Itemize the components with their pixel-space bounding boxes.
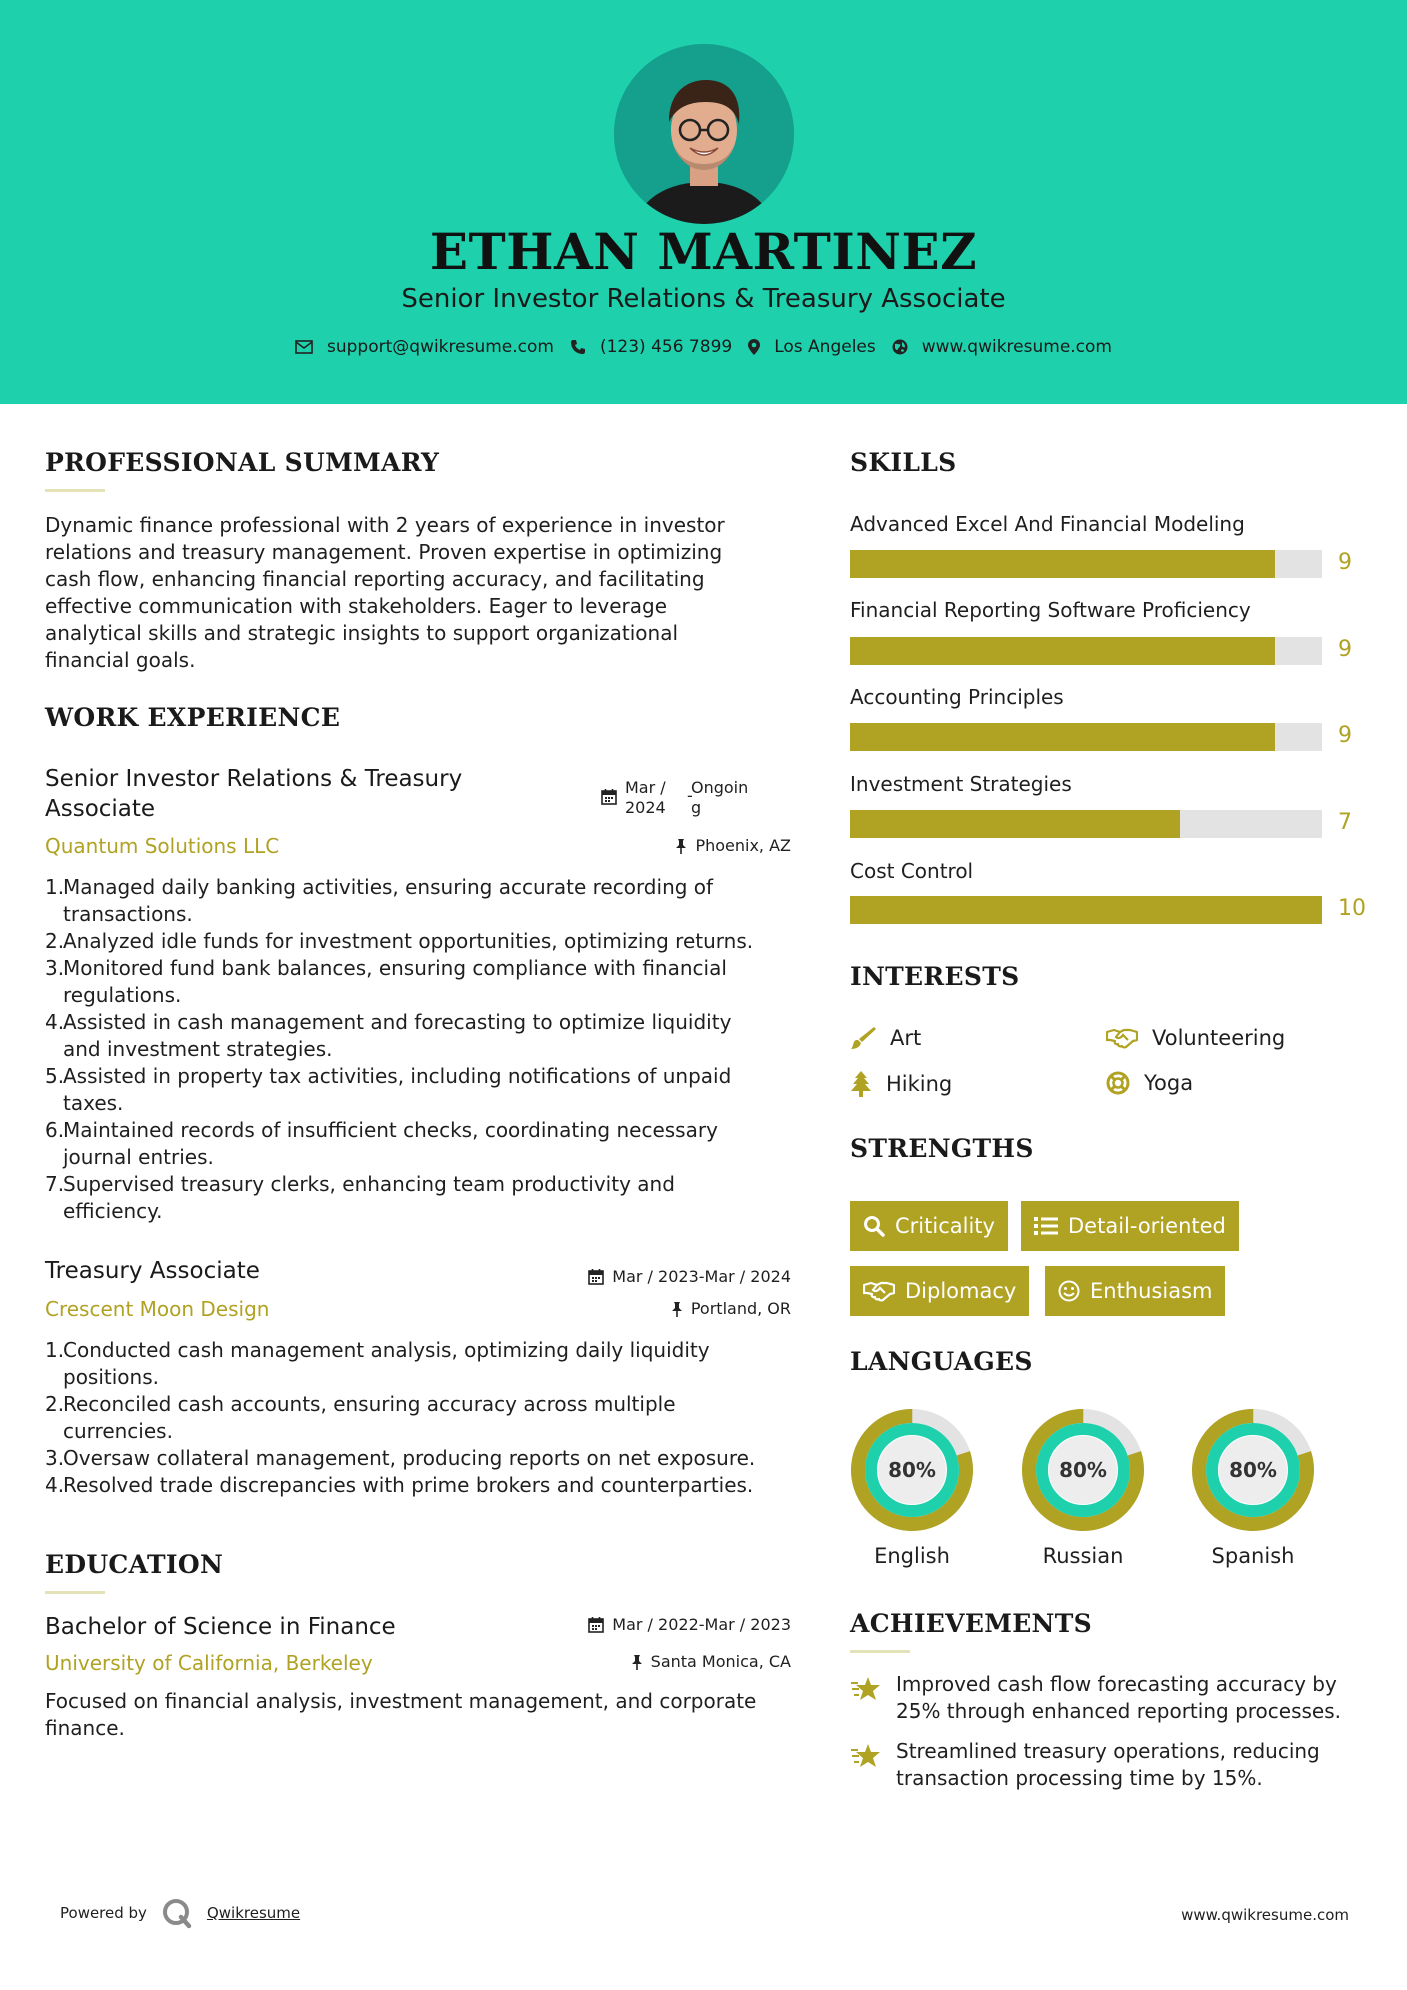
- powered-by-text: Powered by: [60, 1904, 147, 1922]
- list-item: [63, 1063, 805, 1117]
- achievement-line: transaction processing time by 15%.: [896, 1766, 1263, 1790]
- strength-label: Diplomacy: [905, 1279, 1017, 1303]
- skill-bar: [850, 637, 1322, 665]
- language-percent: 80%: [1229, 1458, 1277, 1482]
- description-line: Focused on financial analysis, investment management, and corporate: [45, 1689, 757, 1713]
- language-percent: 80%: [1059, 1458, 1107, 1482]
- interest-item: [1106, 1026, 1285, 1050]
- interest-label: Volunteering: [1152, 1026, 1286, 1050]
- skill-bar-fill: [850, 896, 1322, 924]
- achievement-item: [850, 1671, 1341, 1725]
- star-icon: [850, 1742, 882, 1770]
- skill-name: Financial Reporting Software Proficiency: [850, 598, 1251, 622]
- list-item: [63, 1472, 805, 1499]
- list-line: efficiency.: [63, 1199, 163, 1223]
- pushpin-icon: [675, 838, 687, 854]
- job-location: [675, 836, 791, 855]
- list-line: currencies.: [63, 1419, 173, 1443]
- description-line: finance.: [45, 1716, 125, 1740]
- language-name: Spanish: [1211, 1544, 1295, 1568]
- summary-line: effective communication with stakeholders. Eager to leverage: [45, 594, 668, 618]
- phone-icon: [570, 339, 586, 355]
- skill-value: 9: [1338, 637, 1352, 662]
- list-line: journal entries.: [63, 1145, 214, 1169]
- achievement-text: [896, 1738, 1320, 1792]
- summary-line: cash flow, enhancing financial reporting accuracy, and facilitating: [45, 567, 705, 591]
- skill-bar: [850, 723, 1322, 751]
- search-icon: [863, 1215, 885, 1237]
- list-item: [63, 1171, 805, 1225]
- calendar-icon: [588, 1616, 604, 1633]
- language-name: Russian: [1042, 1544, 1124, 1568]
- footer-powered-by: [60, 1897, 300, 1929]
- location-text: Phoenix, AZ: [695, 836, 791, 855]
- interest-item: [850, 1071, 952, 1097]
- pushpin-icon: [631, 1654, 643, 1670]
- achievement-line: Improved cash flow forecasting accuracy by: [896, 1672, 1337, 1696]
- email-text: support@qwikresume.com: [327, 337, 554, 357]
- location-text: Santa Monica, CA: [650, 1652, 791, 1671]
- language-name: English: [874, 1544, 950, 1568]
- contact-location: [748, 337, 876, 357]
- job-title-line: Senior Investor Relations & Treasury: [45, 766, 463, 792]
- skill-name: Cost Control: [850, 859, 974, 883]
- contact-phone[interactable]: [570, 337, 732, 357]
- strength-badge: [1045, 1266, 1225, 1316]
- list-item: [63, 874, 805, 928]
- job-dates: [601, 778, 761, 818]
- skill-value: 9: [1338, 723, 1352, 748]
- date-text: Mar / 2022-Mar / 2023: [612, 1615, 791, 1634]
- achievement-text: [896, 1671, 1341, 1725]
- star-icon: [850, 1675, 882, 1703]
- summary-heading: PROFESSIONAL SUMMARY: [45, 448, 440, 477]
- list-line: Conducted cash management analysis, optimizing daily liquidity: [63, 1338, 710, 1362]
- language-item: [850, 1408, 974, 1568]
- summary-line: financial goals.: [45, 648, 196, 672]
- list-line: Assisted in cash management and forecasting to optimize liquidity: [63, 1010, 732, 1034]
- lifering-icon: [1106, 1071, 1130, 1095]
- list-line: Managed daily banking activities, ensuring accurate recording of: [63, 875, 714, 899]
- envelope-icon: [295, 340, 313, 354]
- job-title: Treasury Associate: [45, 1258, 260, 1284]
- list-line: Analyzed idle funds for investment opportunities, optimizing returns.: [63, 929, 754, 953]
- education-heading: EDUCATION: [45, 1550, 224, 1579]
- list-line: Oversaw collateral management, producing reports on net exposure.: [63, 1446, 756, 1470]
- list-item: [63, 1445, 805, 1472]
- website-text: www.qwikresume.com: [921, 337, 1112, 357]
- map-pin-icon: [748, 339, 760, 355]
- degree-title: Bachelor of Science in Finance: [45, 1614, 396, 1640]
- skill-bar: [850, 810, 1322, 838]
- header-banner: [0, 0, 1407, 404]
- date-separator: -: [687, 786, 693, 805]
- list-line: Maintained records of insufficient checks, coordinating necessary: [63, 1118, 718, 1142]
- list-item: [63, 1009, 805, 1063]
- education-dates: [588, 1615, 791, 1634]
- contact-bar: [0, 337, 1407, 357]
- job-duties: [45, 874, 805, 1225]
- list-icon: [1034, 1216, 1058, 1236]
- contact-email[interactable]: [295, 337, 554, 357]
- skill-bar-fill: [850, 810, 1180, 838]
- interest-item: [1106, 1071, 1193, 1095]
- skill-bar: [850, 550, 1322, 578]
- education-location: [631, 1652, 791, 1671]
- date-start: [625, 778, 683, 818]
- list-line: transactions.: [63, 902, 193, 926]
- location-text: Portland, OR: [690, 1299, 791, 1318]
- date-end-line: g: [691, 798, 702, 817]
- education-description: [45, 1688, 756, 1742]
- list-line: Monitored fund bank balances, ensuring compliance with financial: [63, 956, 727, 980]
- company-name: Crescent Moon Design: [45, 1297, 270, 1321]
- interest-item: [850, 1026, 921, 1050]
- location-text: Los Angeles: [774, 337, 876, 357]
- skill-name: Advanced Excel And Financial Modeling: [850, 512, 1245, 536]
- date-text: Mar / 2023-Mar / 2024: [612, 1267, 791, 1286]
- skill-value: 9: [1338, 550, 1352, 575]
- education-underline: [45, 1591, 105, 1594]
- language-item: [1021, 1408, 1145, 1568]
- language-item: [1191, 1408, 1315, 1568]
- list-item: [63, 928, 805, 955]
- smile-icon: [1058, 1280, 1080, 1302]
- summary-underline: [45, 489, 105, 492]
- interest-label: Yoga: [1144, 1071, 1194, 1095]
- achievement-line: Streamlined treasury operations, reducing: [896, 1739, 1320, 1763]
- experience-heading: WORK EXPERIENCE: [45, 703, 341, 732]
- contact-website[interactable]: [892, 337, 1112, 357]
- skill-bar-fill: [850, 723, 1275, 751]
- calendar-icon: [601, 788, 617, 805]
- skill-value: 10: [1338, 896, 1366, 921]
- interest-label: Hiking: [886, 1072, 953, 1096]
- brand-link[interactable]: Qwikresume: [206, 1904, 301, 1922]
- interest-label: Art: [890, 1026, 922, 1050]
- list-item: [63, 955, 805, 1009]
- job-duties: [45, 1337, 805, 1499]
- achievements-underline: [850, 1650, 910, 1653]
- list-line: and investment strategies.: [63, 1037, 333, 1061]
- language-ring: [1191, 1408, 1315, 1532]
- strength-label: Detail-oriented: [1068, 1214, 1226, 1238]
- handshake-icon: [863, 1280, 895, 1302]
- list-item: [63, 1337, 805, 1391]
- job-title: [45, 764, 462, 824]
- list-line: Supervised treasury clerks, enhancing team productivity and: [63, 1172, 675, 1196]
- languages-heading: LANGUAGES: [850, 1347, 1033, 1376]
- date-end: [687, 778, 761, 818]
- summary-line: Dynamic finance professional with 2 years of experience in investor: [45, 513, 725, 537]
- strength-badge: [850, 1266, 1029, 1316]
- language-percent: 80%: [888, 1458, 936, 1482]
- skill-bar-fill: [850, 550, 1275, 578]
- pushpin-icon: [671, 1301, 683, 1317]
- job-dates: [588, 1267, 791, 1286]
- list-line: regulations.: [63, 983, 182, 1007]
- job-title-line: Associate: [45, 796, 156, 822]
- language-ring: [1021, 1408, 1145, 1532]
- strength-badge: [1021, 1201, 1239, 1251]
- language-ring: [850, 1408, 974, 1532]
- skill-name: Accounting Principles: [850, 685, 1064, 709]
- skill-bar: [850, 896, 1322, 924]
- list-item: [63, 1117, 805, 1171]
- candidate-name: ETHAN MARTINEZ: [429, 222, 978, 281]
- date-start-line: Mar /: [625, 778, 666, 797]
- avatar: [614, 44, 794, 224]
- qwikresume-logo-icon: [161, 1897, 193, 1929]
- list-line: Reconciled cash accounts, ensuring accuracy across multiple: [63, 1392, 676, 1416]
- handshake-icon: [1106, 1027, 1138, 1049]
- skill-name: Investment Strategies: [850, 772, 1072, 796]
- paintbrush-icon: [850, 1026, 876, 1050]
- job-location: [671, 1299, 791, 1318]
- summary-line: relations and treasury management. Proven expertise in optimizing: [45, 540, 723, 564]
- person-portrait-icon: [614, 44, 794, 224]
- skill-value: 7: [1338, 810, 1352, 835]
- strength-badge: [850, 1201, 1008, 1251]
- candidate-title: Senior Investor Relations & Treasury Associate: [401, 284, 1006, 314]
- interests-heading: INTERESTS: [850, 962, 1020, 991]
- summary-text: [45, 512, 725, 674]
- achievement-item: [850, 1738, 1320, 1792]
- date-start-line: 2024: [625, 798, 666, 817]
- school-name: University of California, Berkeley: [45, 1651, 373, 1675]
- list-line: positions.: [63, 1365, 159, 1389]
- list-line: taxes.: [63, 1091, 124, 1115]
- list-line: Assisted in property tax activities, including notifications of unpaid: [63, 1064, 732, 1088]
- phone-text: (123) 456 7899: [599, 337, 733, 357]
- summary-line: analytical skills and strategic insights to support organizational: [45, 621, 679, 645]
- list-line: Resolved trade discrepancies with prime brokers and counterparties.: [63, 1473, 754, 1497]
- calendar-icon: [588, 1268, 604, 1285]
- globe-icon: [892, 339, 908, 355]
- date-end-line: Ongoin: [691, 778, 749, 797]
- strengths-heading: STRENGTHS: [850, 1134, 1034, 1163]
- strength-label: Enthusiasm: [1090, 1279, 1213, 1303]
- tree-icon: [850, 1071, 872, 1097]
- achievements-heading: ACHIEVEMENTS: [850, 1609, 1092, 1638]
- company-name: Quantum Solutions LLC: [45, 834, 280, 858]
- strength-label: Criticality: [895, 1214, 995, 1238]
- list-item: [63, 1391, 805, 1445]
- skills-heading: SKILLS: [850, 448, 957, 477]
- skill-bar-fill: [850, 637, 1275, 665]
- footer-website[interactable]: www.qwikresume.com: [1181, 1906, 1349, 1924]
- achievement-line: 25% through enhanced reporting processes.: [896, 1699, 1341, 1723]
